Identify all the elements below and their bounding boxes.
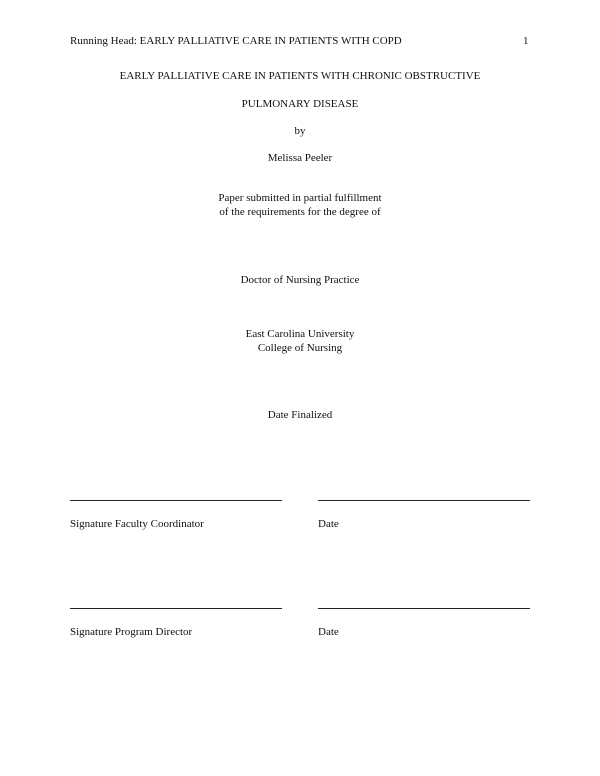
byline-by: by xyxy=(294,125,306,137)
date-label-faculty: Date xyxy=(318,518,339,530)
running-head: Running Head: EARLY PALLIATIVE CARE IN PATIENTS WITH COPD xyxy=(70,35,402,47)
signature-label-director: Signature Program Director xyxy=(70,626,193,638)
college-name: College of Nursing xyxy=(257,342,343,354)
date-finalized: Date Finalized xyxy=(267,409,333,421)
submission-line-1: Paper submitted in partial fulfillment xyxy=(218,192,382,204)
title-line-2: PULMONARY DISEASE xyxy=(241,98,359,110)
page-number: 1 xyxy=(523,35,529,47)
title-line-1: EARLY PALLIATIVE CARE IN PATIENTS WITH CHRONIC OBSTRUCTIVE xyxy=(119,70,481,82)
date-line-faculty xyxy=(318,500,530,501)
university-name: East Carolina University xyxy=(245,328,355,340)
signature-label-faculty: Signature Faculty Coordinator xyxy=(70,518,204,530)
signature-line-director xyxy=(70,608,282,609)
submission-line-2: of the requirements for the degree of xyxy=(219,206,381,218)
date-label-director: Date xyxy=(318,626,339,638)
signature-line-faculty xyxy=(70,500,282,501)
date-line-director xyxy=(318,608,530,609)
degree-name: Doctor of Nursing Practice xyxy=(240,274,360,286)
author-name: Melissa Peeler xyxy=(267,152,333,164)
